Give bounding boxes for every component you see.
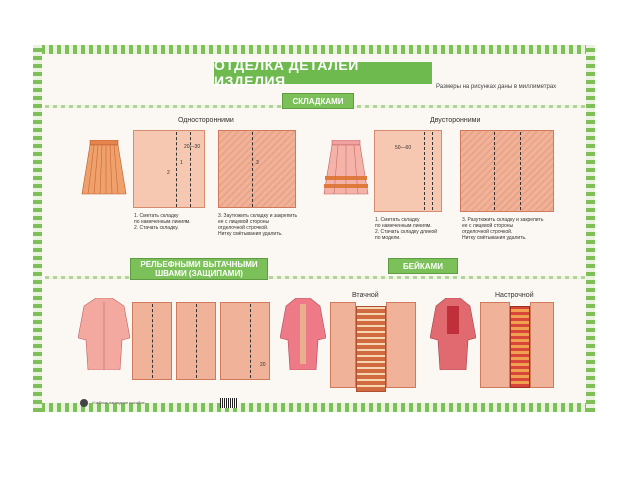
footer-text: Учебное наглядное пособие [92, 400, 145, 405]
blouse-overlay-illustration [430, 298, 476, 370]
caption-two-sided-right: 3. Разутюжить складку и закрепить ее с лицевой стороны отделочной строчкой. Нитку смётывания удалить. [462, 217, 544, 241]
dimension-label: 20 [260, 362, 266, 368]
ornament-trim [510, 306, 530, 388]
tuck-line [152, 304, 153, 378]
fold-line [520, 132, 521, 210]
caption-one-sided-left: 1. Сметать складку по намеченным линиям. 2. Стачать складку. [134, 213, 191, 231]
section-label-folds: СКЛАДКАМИ [282, 93, 354, 109]
bias-panel-overlay-2 [530, 302, 554, 388]
blouse-inlaid-illustration [280, 298, 326, 370]
subsection-overlay: Настрочной [495, 292, 534, 299]
dimension-label: 20—30 [184, 144, 201, 150]
tuck-line [250, 304, 251, 378]
subsection-two-sided: Двусторонними [430, 117, 481, 124]
subsection-one-sided: Односторонними [178, 117, 234, 124]
bias-panel-overlay-1 [480, 302, 510, 388]
publisher-logo [80, 399, 88, 407]
blouse-relief-illustration [78, 298, 130, 370]
step-number: 2 [167, 170, 170, 176]
dimension-label: 50—60 [395, 145, 412, 151]
fold-line [424, 132, 425, 210]
greek-key-trim [356, 306, 386, 392]
subsection-inlaid: Втачной [352, 292, 379, 299]
lower-divider [45, 276, 585, 279]
tuck-panel-3 [220, 302, 270, 380]
dimensions-note: Размеры на рисунках даны в миллиметрах [436, 84, 557, 90]
step-number: 1 [180, 160, 183, 166]
fold-line [176, 132, 177, 207]
fold-line [432, 132, 433, 210]
fabric-panel-two-sided-2 [460, 130, 554, 212]
bias-panel-inlaid-1 [330, 302, 356, 388]
bias-panel-inlaid-2 [386, 302, 416, 388]
top-border [33, 45, 595, 54]
tuck-line [196, 304, 197, 378]
fold-line [252, 132, 253, 207]
section-label-bias: БЕЙКАМИ [388, 258, 458, 274]
caption-two-sided-left: 1. Сметать складку по намеченным линиям. 2. Стачать складку длиной по модели. [375, 217, 438, 241]
fabric-panel-one-sided-2 [218, 130, 296, 208]
fabric-panel-one-sided-1 [133, 130, 205, 208]
skirt-one-sided-illustration [80, 140, 128, 196]
section-label-relief: РЕЛЬЕФНЫМИ ВЫТАЧНЫМИ ШВАМИ (ЗАЩИПАМИ) [130, 258, 268, 280]
barcode [220, 398, 238, 408]
left-border [33, 45, 42, 412]
right-border [586, 45, 595, 412]
step-number: 3 [256, 160, 259, 166]
skirt-two-sided-illustration [322, 140, 370, 196]
poster-title: ОТДЕЛКА ДЕТАЛЕЙ ИЗДЕЛИЯ [214, 62, 432, 84]
fold-line [494, 132, 495, 210]
caption-one-sided-right: 3. Заутюжить складку и закрепить ее с лицевой стороны отделочной строчкой. Нитку смётывания удалить. [218, 213, 298, 237]
